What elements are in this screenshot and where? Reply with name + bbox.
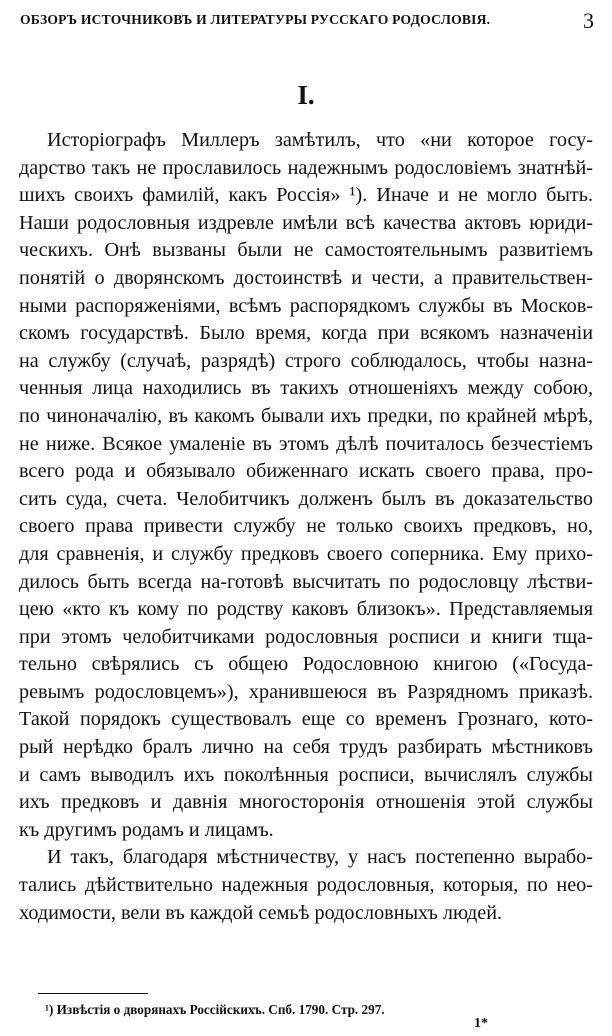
- text-line: ревымъ родословцемъ»), хранившеюся въ Разрядномъ приказѣ.: [19, 680, 593, 703]
- signature-mark: 1*: [474, 1016, 488, 1031]
- text-line: шихъ своихъ фамилій, какъ Россія» ¹). Иначе и не могло быть.: [19, 184, 593, 207]
- text-line: Такой порядокъ существовалъ еще со временъ Грознаго, кото-: [19, 708, 593, 731]
- text-line: и самъ выводилъ ихъ поколѣнныя росписи, вычислялъ службы: [19, 763, 593, 786]
- text-line: Наши родословныя издревле имѣли всѣ качества актовъ юриди-: [19, 211, 593, 234]
- text-line: дарство такъ не прославилось надежнымъ родословіемъ знатнѣй-: [19, 156, 593, 179]
- text-line: сить суда, счета. Челобитчикъ долженъ былъ въ доказательство: [19, 487, 593, 510]
- text-line: скомъ государствѣ. Было время, когда при всякомъ назначеніи: [19, 322, 593, 345]
- text-line: цею «кто къ кому по родству каковъ близокъ». Представляемыя: [19, 598, 593, 621]
- text-line: при этомъ челобитчиками родословныя росписи и книги тща-: [19, 625, 593, 648]
- footnote-text: Извѣстія о дворянахъ Россійскихъ. Спб. 1790. Стр. 297.: [56, 1002, 385, 1017]
- text-line: для сравненія, и службу предковъ своего соперника. Ему прихо-: [19, 542, 593, 565]
- text-line: не ниже. Всякое умаленіе въ этомъ дѣлѣ почиталось безчестіемъ: [19, 432, 593, 455]
- section-numeral: I.: [297, 80, 315, 110]
- text-line: тались дѣйствительно надежныя родословныя, которыя, по нео-: [19, 874, 593, 897]
- running-title: ОБЗОРЪ ИСТОЧНИКОВЪ И ЛИТЕРАТУРЫ РУССКАГО РОДОСЛОВІЯ.: [20, 12, 491, 27]
- text-line: ихъ предковъ и давнія многосторонія отношенія этой службы: [19, 791, 593, 814]
- text-line: ходимости, вели въ каждой семьѣ родословныхъ людей.: [19, 901, 503, 924]
- text-line: Исторіографъ Миллеръ замѣтилъ, что «ни которое госу-: [47, 129, 593, 151]
- text-line: на службу (случаѣ, разрядѣ) строго соблюдалось, чтобы назна-: [19, 349, 593, 372]
- footnote-rule: [38, 993, 148, 994]
- footnote: [45, 1002, 385, 1018]
- text-line: И такъ, благодаря мѣстничеству, у насъ постепенно вырабо-: [47, 846, 593, 869]
- running-header: [20, 8, 594, 33]
- text-line: къ другимъ родамъ и лицамъ.: [19, 818, 274, 841]
- text-line: по чиноначалію, въ какомъ бывали ихъ предки, по крайней мѣрѣ,: [19, 404, 593, 427]
- text-line: всего рода и обязывало обиженнаго искать своего права, про-: [19, 460, 593, 483]
- text-line: ными распоряженіями, всѣмъ распорядкомъ службы въ Москов-: [19, 294, 593, 317]
- text-line: рый нерѣдко бралъ лично на себя трудъ разбирать мѣстниковъ: [19, 736, 593, 759]
- text-line: понятій о дворянскомъ достоинствѣ и чести, а правительствен-: [19, 266, 593, 289]
- text-line: ченныя лица находились въ такихъ отношеніяхъ между собою,: [19, 377, 593, 400]
- text-line: тельно свѣрялись съ общею Родословною книгою («Госуда-: [19, 653, 593, 676]
- text-line: ческихъ. Онѣ вызваны были не самостоятельнымъ развитіемъ: [19, 239, 593, 262]
- text-line: дилось быть всегда на-готовѣ высчитать по родословцу лѣстви-: [19, 570, 593, 593]
- page-number: 3: [583, 8, 594, 33]
- body-text: [19, 127, 593, 927]
- footnote-marker: ¹): [45, 1002, 54, 1017]
- text-line: своего права привести службу не только своихъ предковъ, но,: [19, 515, 593, 538]
